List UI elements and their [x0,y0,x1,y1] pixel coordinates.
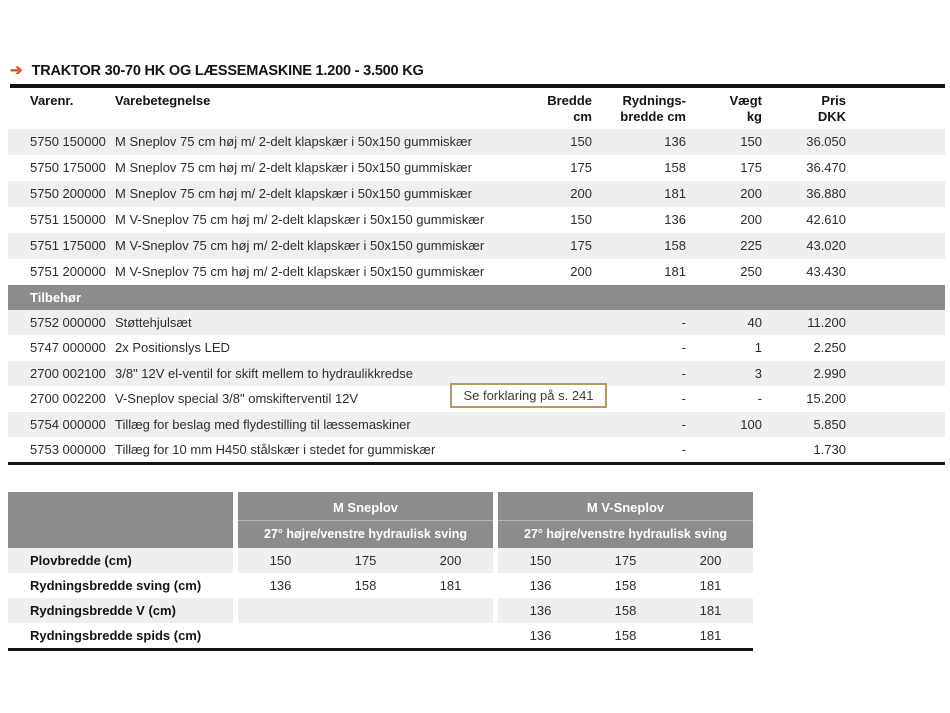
spec-table [8,492,753,651]
cell-bredde [502,412,592,437]
cell-rydningsbredde: 158 [664,160,686,175]
cell-vaegt: 40 [747,315,762,330]
table-row [8,259,945,285]
section-header-tilbehor: Tilbehør [8,285,945,310]
cell-rydningsbredde: 181 [664,264,686,279]
cell-rydningsbredde: - [681,340,686,356]
cell-pris: 11.200 [807,315,846,330]
cell-varenr: 5751 175000 [30,238,106,253]
cell-vaegt: 1 [754,340,762,356]
cell-bredde: 150 [570,212,592,227]
table-row [8,335,945,360]
cell-rydningsbredde: 136 [664,134,686,149]
header-vaegt: Vægt kg [729,93,762,124]
cell-varebetegnelse: M Sneplov 75 cm høj m/ 2-delt klapskær i 50x150 gummiskær [115,134,472,149]
spec-group-name: M Sneplov [238,492,493,521]
spec-group-name: M V-Sneplov [498,492,753,521]
cell-rydningsbredde: 136 [664,212,686,227]
spec-values-m-sneplov: 150 175 200 [238,548,493,573]
cell-vaegt: 175 [740,160,762,175]
spec-header-m-v-sneplov [498,492,753,548]
spec-table-rows [8,548,753,648]
spec-group-subtitle: 27° højre/venstre hydraulisk sving [524,527,727,541]
cell-varebetegnelse: Støttehjulsæt [115,315,192,330]
spec-values-m-v-sneplov: 136 158 181 [529,628,722,643]
cell-vaegt: 250 [740,264,762,279]
cell-varenr: 5751 150000 [30,212,106,227]
cell-bredde: 200 [570,186,592,201]
spec-values-m-v-sneplov: 136 158 181 [529,578,722,593]
cell-varenr: 2700 002200 [30,391,106,407]
cell-pris: 36.880 [806,186,846,201]
cell-pris: 42.610 [806,212,846,227]
cell-varenr: 5752 000000 [30,315,106,330]
page-title: TRAKTOR 30-70 HK OG LÆSSEMASKINE 1.200 - 3.500 KG [31,63,424,79]
cell-varebetegnelse: 3/8" 12V el-ventil for skift mellem to hydraulikkredse [115,365,413,381]
page-title-block [10,63,945,88]
spec-values-m-v-sneplov: 136 158 181 [498,598,753,623]
table-row [8,437,945,462]
table-row [8,181,945,207]
cell-pris: 15.200 [806,391,846,407]
header-varenr: Varenr. [30,93,74,108]
cell-pris: 36.050 [806,134,846,149]
header-pris: Pris DKK [817,93,846,124]
cell-varenr: 5751 200000 [30,264,106,279]
cell-varebetegnelse: Tillæg for 10 mm H450 stålskær i stedet for gummiskær [115,441,436,457]
cell-bredde: 175 [570,160,592,175]
cell-bredde [502,437,592,462]
spec-row-label: Rydningsbredde V (cm) [8,598,233,623]
cell-rydningsbredde: - [681,441,686,457]
callout-note: Se forklaring på s. 241 [450,383,607,408]
cell-varenr: 5754 000000 [30,416,106,432]
cell-pris: 5.850 [813,416,846,432]
spec-row-label: Rydningsbredde spids (cm) [30,628,202,643]
spec-row [8,598,753,623]
cell-rydningsbredde: - [681,365,686,381]
cell-varenr: 5753 000000 [30,441,106,457]
cell-pris: 1.730 [813,441,846,457]
cell-bredde: 175 [570,238,592,253]
cell-vaegt [686,437,762,462]
header-bredde: Bredde cm [547,93,592,124]
arrow-right-icon: ➔ [10,62,23,79]
cell-pris: 2.990 [813,365,846,381]
cell-varebetegnelse: M V-Sneplov 75 cm høj m/ 2-delt klapskær i 50x150 gummiskær [115,212,485,227]
header-varebetegnelse: Varebetegnelse [115,93,211,108]
cell-varebetegnelse: Tillæg for beslag med flydestilling til læssemaskiner [115,416,411,432]
spec-values-m-sneplov [238,623,493,648]
spec-row [8,573,753,598]
cell-vaegt: 200 [740,212,762,227]
cell-pris: 43.430 [806,264,846,279]
cell-pris: 2.250 [813,340,846,356]
page-title-line [10,63,945,79]
cell-vaegt: 3 [754,365,762,381]
title-rule [10,84,945,88]
spec-row-label: Plovbredde (cm) [8,548,233,573]
table-row [8,412,945,437]
product-rows [8,129,945,285]
spec-header-blank [8,492,233,548]
cell-bredde [502,335,592,360]
cell-rydningsbredde: 158 [664,238,686,253]
cell-pris: 36.470 [806,160,846,175]
cell-varenr: 5750 175000 [30,160,106,175]
spec-values-m-v-sneplov: 150 175 200 [498,548,753,573]
spec-table-header [8,492,753,548]
cell-vaegt: 150 [740,134,762,149]
cell-varenr: 2700 002100 [30,365,106,381]
cell-rydningsbredde: - [681,315,686,330]
price-table-bottom-rule [8,462,945,465]
cell-varebetegnelse: M V-Sneplov 75 cm høj m/ 2-delt klapskær i 50x150 gummiskær [115,264,485,279]
cell-vaegt: 100 [740,416,762,432]
spec-table-bottom-rule [8,648,753,651]
cell-vaegt: - [757,391,762,407]
cell-varenr: 5747 000000 [30,340,106,356]
cell-bredde: 150 [570,134,592,149]
cell-pris: 43.020 [806,238,846,253]
table-row [8,207,945,233]
table-row [8,233,945,259]
cell-varebetegnelse: M Sneplov 75 cm høj m/ 2-delt klapskær i 50x150 gummiskær [115,186,472,201]
table-row [8,129,945,155]
price-table [8,91,945,465]
cell-varebetegnelse: M Sneplov 75 cm høj m/ 2-delt klapskær i 50x150 gummiskær [115,160,472,175]
table-row [8,310,945,335]
spec-row [8,623,753,648]
spec-row-label: Rydningsbredde sving (cm) [30,578,202,593]
cell-varenr: 5750 200000 [30,186,106,201]
cell-varebetegnelse: M V-Sneplov 75 cm høj m/ 2-delt klapskær i 50x150 gummiskær [115,238,485,253]
spec-group-subtitle: 27° højre/venstre hydraulisk sving [264,527,467,541]
spec-values-m-sneplov [238,598,493,623]
cell-bredde [502,310,592,335]
spec-row [8,548,753,573]
price-table-header [8,91,945,129]
cell-varebetegnelse: 2x Positionslys LED [115,340,230,356]
cell-varebetegnelse: V-Sneplov special 3/8" omskifterventil 12V [115,391,359,407]
cell-varenr: 5750 150000 [30,134,106,149]
cell-vaegt: 225 [740,238,762,253]
cell-vaegt: 200 [740,186,762,201]
spec-values-m-sneplov: 136 158 181 [269,578,462,593]
table-row [8,155,945,181]
spec-header-m-sneplov [238,492,493,548]
header-rydningsbredde: Rydnings- bredde cm [620,93,686,124]
cell-rydningsbredde: - [681,391,686,407]
cell-rydningsbredde: - [681,416,686,432]
cell-rydningsbredde: 181 [664,186,686,201]
cell-bredde: 200 [570,264,592,279]
